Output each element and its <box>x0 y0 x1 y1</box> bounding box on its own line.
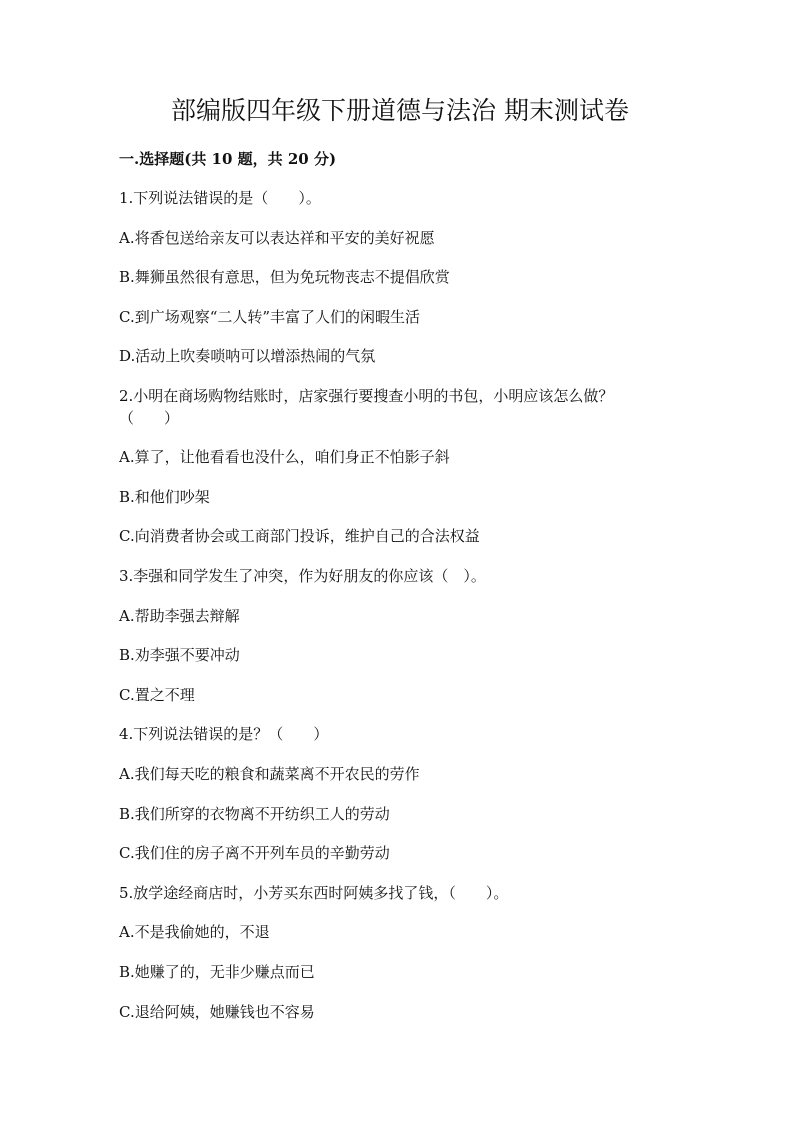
option-a: A.算了，让他看看也没什么，咱们身正不怕影子斜 <box>119 448 450 466</box>
question-stem: 3.李强和同学发生了冲突，作为好朋友的你应该（ ）。 <box>119 567 486 585</box>
option-c: C.向消费者协会或工商部门投诉，维护自己的合法权益 <box>119 527 480 545</box>
option-a: A.帮助李强去辩解 <box>119 607 240 625</box>
option-d: D.活动上吹奏唢呐可以增添热闹的气氛 <box>119 347 376 365</box>
option-c: C.我们住的房子离不开列车员的辛勤劳动 <box>119 844 390 862</box>
option-c: C.退给阿姨，她赚钱也不容易 <box>119 1003 315 1021</box>
option-b: B.我们所穿的衣物离不开纺织工人的劳动 <box>119 805 390 823</box>
option-a: A.将香包送给亲友可以表达祥和平安的美好祝愿 <box>119 229 435 247</box>
option-c: C.置之不理 <box>119 686 195 704</box>
option-b: B.劝李强不要冲动 <box>119 646 240 664</box>
question-stem: 5.放学途经商店时，小芳买东西时阿姨多找了钱，（ ）。 <box>119 884 509 902</box>
section-heading: 一.选择题(共 10 题，共 20 分) <box>119 150 337 168</box>
option-b: B.她赚了的，无非少赚点而已 <box>119 963 315 981</box>
option-b: B.舞狮虽然很有意思，但为免玩物丧志不提倡欣赏 <box>119 268 450 286</box>
option-b: B.和他们吵架 <box>119 488 210 506</box>
question-stem: 2.小明在商场购物结账时，店家强行要搜查小明的书包，小明应该怎么做？ <box>119 387 614 405</box>
option-a: A.不是我偷她的，不退 <box>119 923 270 941</box>
page-title: 部编版四年级下册道德与法治 期末测试卷 <box>171 96 629 125</box>
option-c: C.到广场观察“二人转”丰富了人们的闲暇生活 <box>119 308 421 326</box>
question-stem: 1.下列说法错误的是（ ）。 <box>119 189 321 207</box>
question-stem-continued: （ ） <box>119 409 180 427</box>
option-a: A.我们每天吃的粮食和蔬菜离不开农民的劳作 <box>119 765 420 783</box>
question-stem: 4.下列说法错误的是？（ ） <box>119 725 329 743</box>
